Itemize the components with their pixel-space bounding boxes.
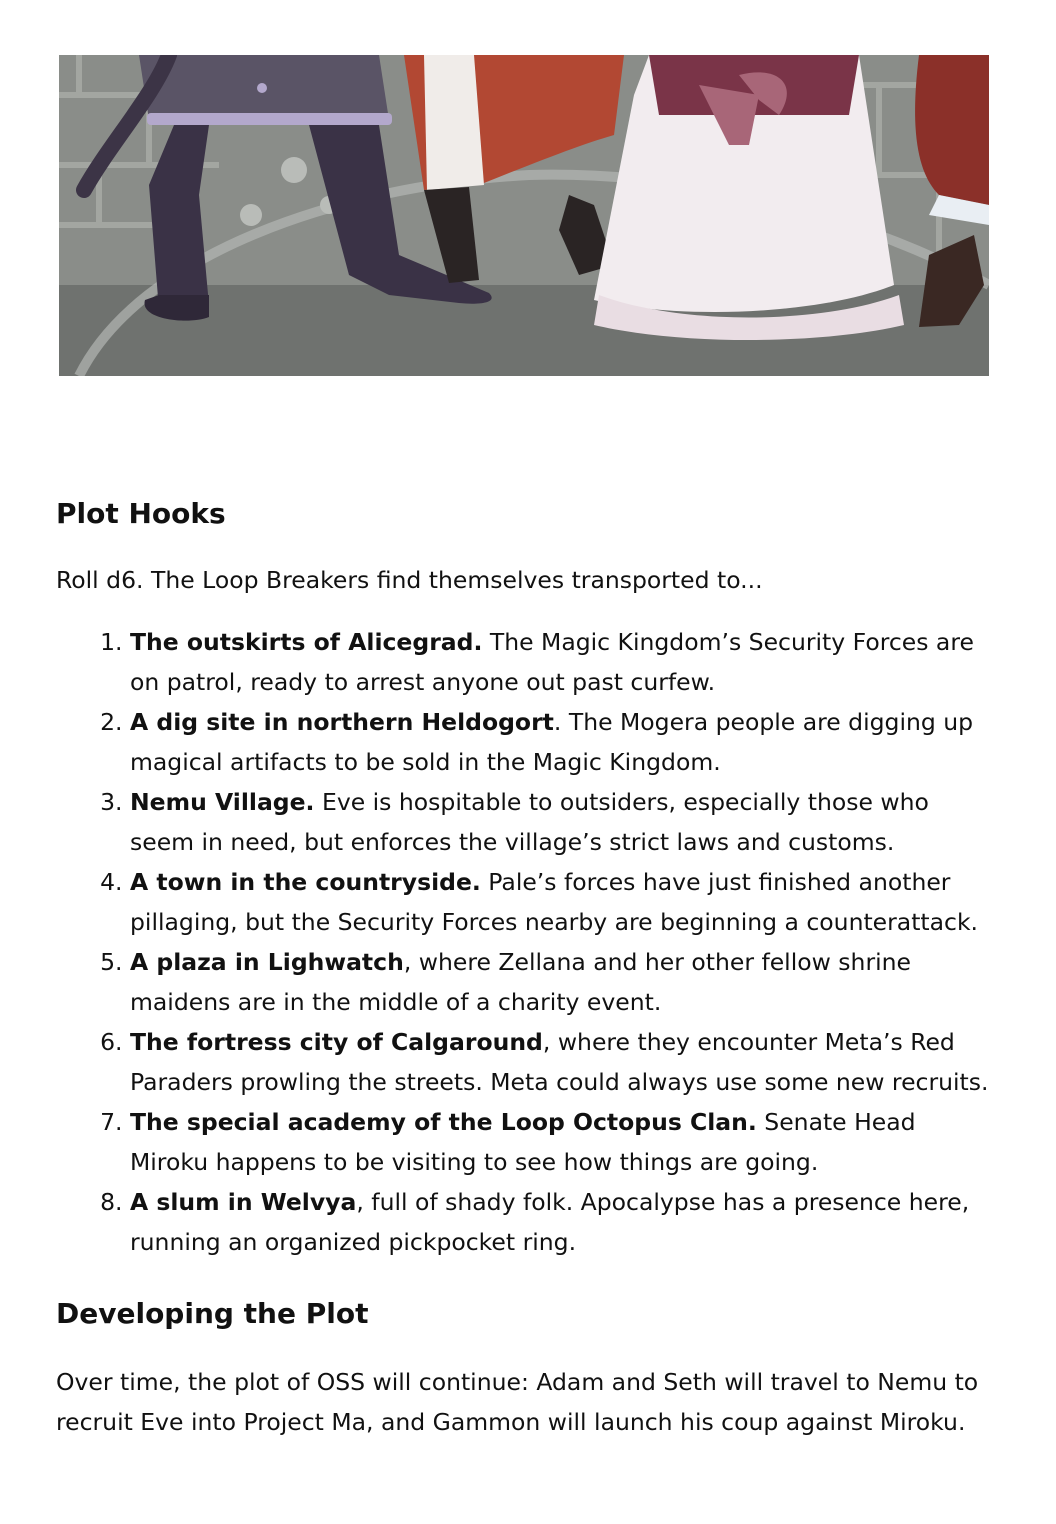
list-item-text: , where Zellana and her other fellow shrine maidens are in the middle of a charity event. <box>130 948 911 1016</box>
list-item <box>130 1022 996 1102</box>
developing-plot-text: Over time, the plot of OSS will continue: Adam and Seth will travel to Nemu to recruit Eve into Project Ma, and Gammon will launch his coup against Miroku. <box>56 1368 979 1436</box>
list-item-text: Senate Head Miroku happens to be visiting to see how things are going. <box>130 1108 916 1176</box>
list-item <box>130 1102 996 1182</box>
list-item-title: The outskirts of Alicegrad. <box>130 628 483 656</box>
list-item-title: The fortress city of Calgaround <box>130 1028 543 1056</box>
list-item <box>130 1182 996 1262</box>
list-item-text: Pale’s forces have just finished another pillaging, but the Security Forces nearby are beginning a counterattack. <box>130 868 979 936</box>
list-item-title: A slum in Welvya <box>130 1188 357 1216</box>
developing-plot-heading: Developing the Plot <box>56 1297 369 1330</box>
list-item <box>130 622 996 702</box>
list-item-text: The Magic Kingdom’s Security Forces are on patrol, ready to arrest anyone out past curfew. <box>130 628 974 696</box>
list-item-title: The special academy of the Loop Octopus Clan. <box>130 1108 757 1136</box>
article-content <box>56 494 996 1442</box>
banner-illustration <box>59 55 989 376</box>
plot-hooks-heading: Plot Hooks <box>56 497 226 530</box>
plot-hooks-list <box>56 622 996 1262</box>
list-item-text: . The Mogera people are digging up magical artifacts to be sold in the Magic Kingdom. <box>130 708 974 776</box>
list-item-title: A town in the countryside. <box>130 868 481 896</box>
list-item-text: , full of shady folk. Apocalypse has a presence here, running an organized pickpocket ring. <box>130 1188 970 1256</box>
list-item <box>130 782 996 862</box>
list-item <box>130 702 996 782</box>
plot-hooks-intro: Roll d6. The Loop Breakers find themselves transported to... <box>56 566 763 594</box>
list-item-title: Nemu Village. <box>130 788 315 816</box>
list-item <box>130 942 996 1022</box>
list-item-text: Eve is hospitable to outsiders, especially those who seem in need, but enforces the village’s strict laws and customs. <box>130 788 929 856</box>
list-item-text: , where they encounter Meta’s Red Paraders prowling the streets. Meta could always use some new recruits. <box>130 1028 989 1096</box>
list-item <box>130 862 996 942</box>
list-item-title: A plaza in Lighwatch <box>130 948 404 976</box>
list-item-title: A dig site in northern Heldogort <box>130 708 554 736</box>
